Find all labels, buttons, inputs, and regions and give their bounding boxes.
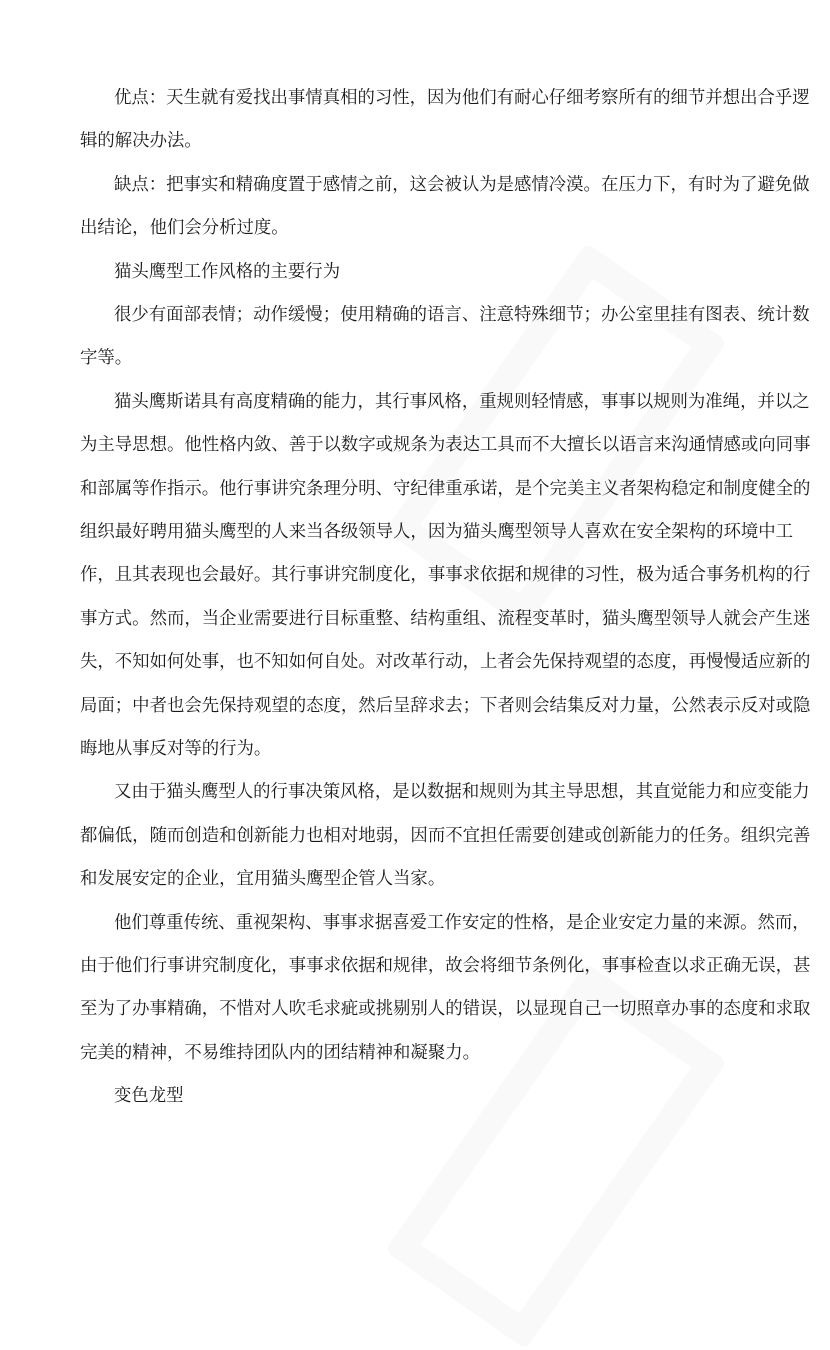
paragraph-line: 优点：天生就有爱找出事情真相的习性，因为他们有耐心仔细考察所有的细节并想出合乎逻 xyxy=(114,88,810,108)
paragraph-line: 组织最好聘用猫头鹰型的人来当各级领导人，因为猫头鹰型领导人喜欢在安全架构的环境中工 xyxy=(80,522,794,542)
paragraph-line: 作，且其表现也会最好。其行事讲究制度化，事事求依据和规律的习性，极为适合事务机构的行 xyxy=(80,565,811,586)
paragraph-line: 又由于猫头鹰型人的行事决策风格，是以数据和规则为其主导思想，其直觉能力和应变能力 xyxy=(114,782,810,803)
paragraph-line: 由于他们行事讲究制度化，事事求依据和规律，故会将细节条例化，事事检查以求正确无误，甚 xyxy=(80,956,811,976)
paragraph-line: 局面；中者也会先保持观望的态度，然后呈辞求去；下者则会结集反对力量，公然表示反对或隐 xyxy=(80,695,811,716)
paragraph-line: 都偏低，随而创造和创新能力也相对地弱，因而不宜担任需要创建或创新能力的任务。组织完善 xyxy=(80,825,811,846)
paragraph-line: 很少有面部表情；动作缓慢；使用精确的语言、注意特殊细节；办公室里挂有图表、统计数 xyxy=(114,305,810,325)
paragraph-line: 失，不知如何处事，也不知如何自处。对改革行动，上者会先保持观望的态度，再慢慢适应新的 xyxy=(80,652,811,673)
paragraph-line: 猫头鹰斯诺具有高度精确的能力，其行事风格，重规则轻情感，事事以规则为准绳，并以之 xyxy=(114,391,810,412)
section-heading: 猫头鹰型工作风格的主要行为 xyxy=(114,261,341,282)
paragraph-line: 辑的解决办法。 xyxy=(80,131,202,152)
paragraph-line: 他们尊重传统、重视架构、事事求据喜爱工作安定的性格，是企业安定力量的来源。然而， xyxy=(114,912,810,933)
paragraph-line: 和部属等作指示。他行事讲究条理分明、守纪律重承诺，是个完美主义者架构稳定和制度健全的 xyxy=(80,478,811,499)
paragraph-line: 完美的精神，不易维持团队内的团结精神和凝聚力。 xyxy=(80,1042,480,1063)
paragraph-line: 事方式。然而，当企业需要进行目标重整、结构重组、流程变革时，猫头鹰型领导人就会产生迷 xyxy=(80,608,811,629)
section-heading: 变色龙型 xyxy=(114,1086,184,1107)
paragraph-line: 晦地从事反对等的行为。 xyxy=(80,739,272,759)
paragraph-line: 字等。 xyxy=(80,348,133,369)
paragraph-line: 和发展安定的企业，宜用猫头鹰型企管人当家。 xyxy=(80,869,446,890)
paragraph-line: 出结论，他们会分析过度。 xyxy=(80,218,289,239)
paragraph-line: 为主导思想。他性格内敛、善于以数字或规条为表达工具而不大擅长以语言来沟通情感或向同事 xyxy=(80,435,811,456)
paragraph-line: 至为了办事精确，不惜对人吹毛求疵或挑剔别人的错误，以显现自己一切照章办事的态度和求取 xyxy=(80,999,811,1020)
paragraph-line: 缺点：把事实和精确度置于感情之前，这会被认为是感情冷漠。在压力下，有时为了避免做 xyxy=(114,174,810,195)
